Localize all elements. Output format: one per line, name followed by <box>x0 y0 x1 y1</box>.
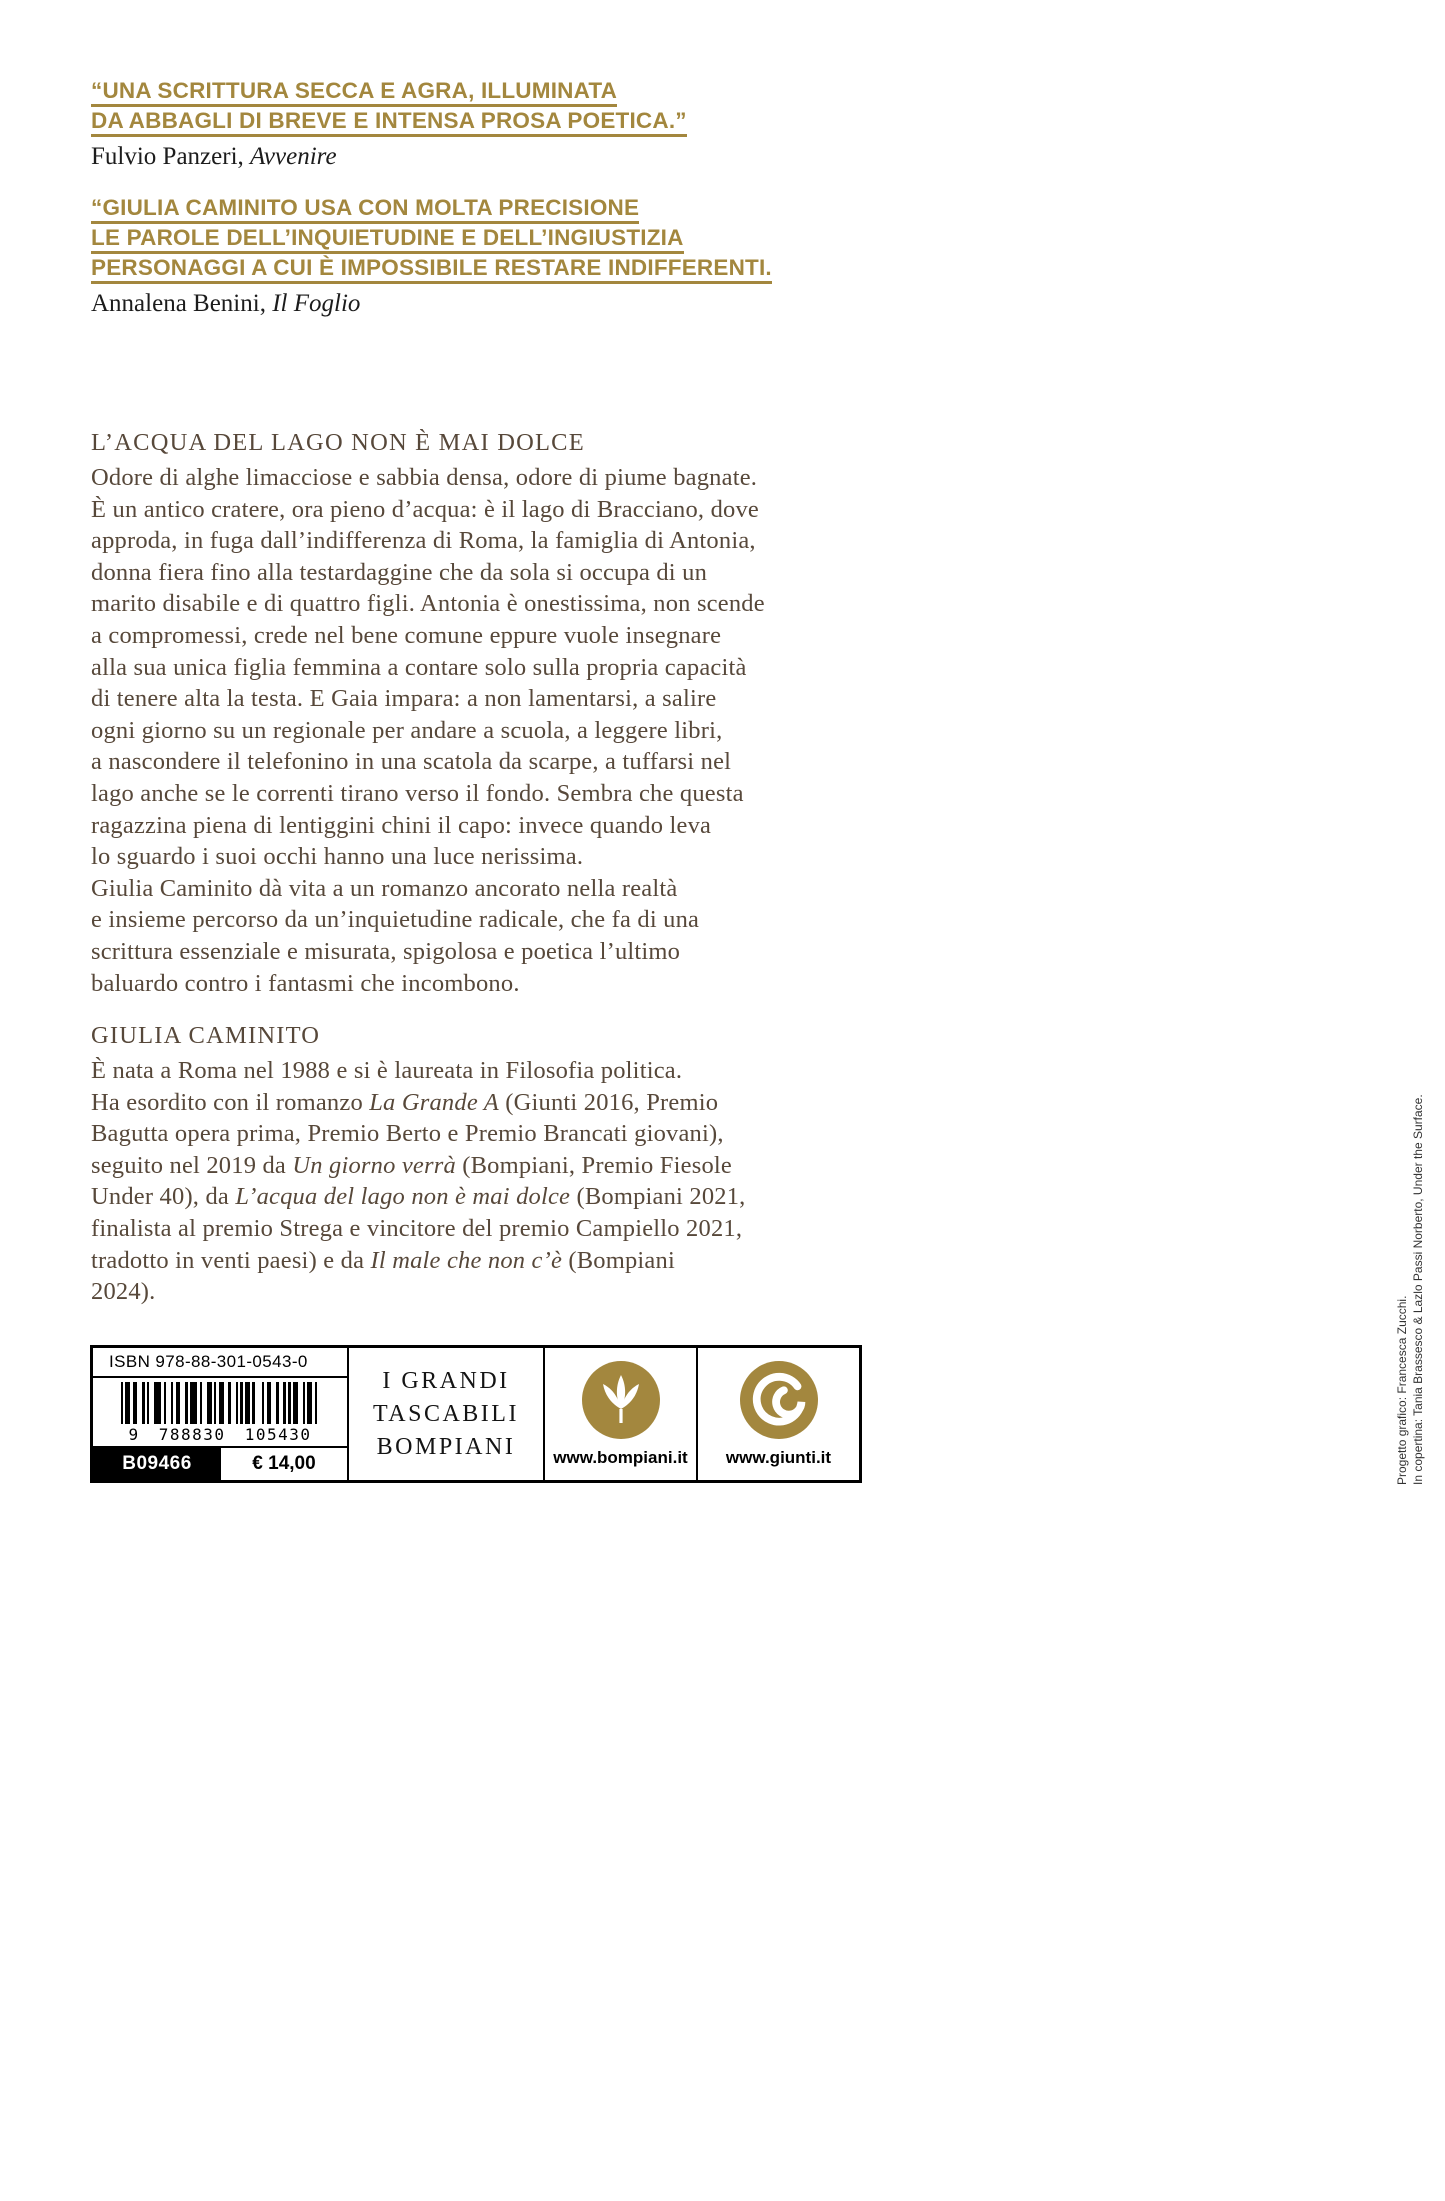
press-quote-2-text: “GIULIA CAMINITO USA CON MOLTA PRECISIONE LE PAROLE DELL’INQUIETUDINE E DELL’INGIUSTIZIA PERSONAGGI A CUI È IMPOSSIBILE RESTARE INDIFFERENTI. <box>91 197 891 284</box>
author-bio-section <box>91 1021 891 1308</box>
synopsis-section <box>91 428 891 999</box>
synopsis-text: Odore di alghe limacciose e sabbia densa, odore di piume bagnate. È un antico cratere, ora pieno d’acqua: è il lago di Bracciano, dove approda, in fuga dall’indifferenza di Roma, la famiglia di Antonia, donna fiera fino alla testardaggine che da sola si occupa di un marito disabile e di quattro figli. Antonia è onestissima, non scende a compromessi, crede nel bene comune eppure vuole insegnare alla sua unica figlia femmina a contare solo sulla propria capacità di tenere alta la testa. E Gaia impara: a non lamentarsi, a salire ogni giorno su un regionale per andare a scuola, a leggere libri, a nascondere il telefonino in una scatola da scarpe, a tuffarsi nel lago anche se le correnti tirano verso il fondo. Sembra che questa ragazzina piena di lentiggini chini il capo: invece quando leva lo sguardo i suoi occhi hanno una luce nerissima. Giulia Caminito dà vita a un romanzo ancorato nella realtà e insieme percorso da un’inquietudine radicale, che fa di una scrittura essenziale e misurata, spigolosa e poetica l’ultimo baluardo contro i fantasmi che incombono. <box>91 464 765 997</box>
author-name: GIULIA CAMINITO <box>91 1022 321 1050</box>
press-quote-1 <box>91 80 891 171</box>
cover-text-content <box>91 80 891 1308</box>
author-bio-text: È nata a Roma nel 1988 e si è laureata in Filosofia politica. Ha esordito con il romanzo La Grande A (Giunti 2016, Premio Bagutta opera prima, Premio Berto e Premio Brancati giovani), seguito nel 2019 da Un giorno verrà (Bompiani, Premio Fiesole Under 40), da L’acqua del lago non è mai dolce (Bompiani 2021, finalista al premio Strega e vincitore del premio Campiello 2021, tradotto in venti paesi) e da Il male che non c’è (Bompiani 2024). <box>91 1057 746 1306</box>
book-title: L’ACQUA DEL LAGO NON È MAI DOLCE <box>91 429 585 456</box>
giunti-cell <box>698 1348 859 1480</box>
barcode-digits: 9 788830 105430 <box>128 1425 312 1445</box>
giunti-g-icon <box>740 1361 818 1439</box>
barcode-cell <box>93 1348 349 1480</box>
press-quote-1-attribution: Fulvio Panzeri, Avvenire <box>91 143 337 170</box>
credit-cover: In copertina: Tania Brassesco & Lazlo Passi Norberto, Under the Surface. <box>1411 1094 1425 1485</box>
code-badge: B09466 <box>93 1448 221 1480</box>
press-quote-1-text: “UNA SCRITTURA SECCA E AGRA, ILLUMINATA DA ABBAGLI DI BREVE E INTENSA PROSA POETICA.” <box>91 80 891 137</box>
price-row <box>93 1446 347 1480</box>
giunti-url: www.giunti.it <box>725 1447 832 1467</box>
bompiani-cell <box>545 1348 698 1480</box>
bompiani-url: www.bompiani.it <box>553 1447 688 1467</box>
press-quote-2-attribution: Annalena Benini, Il Foglio <box>91 290 361 317</box>
imprint-label: I GRANDI TASCABILI BOMPIANI <box>349 1348 545 1480</box>
edition-credits <box>1394 1015 1426 1485</box>
price-label: € 14,00 <box>252 1453 316 1475</box>
bompiani-flower-icon <box>582 1361 660 1439</box>
credit-design: Progetto grafico: Francesca Zucchi. <box>1395 1295 1409 1485</box>
barcode-area <box>93 1378 347 1446</box>
press-quote-2 <box>91 197 891 318</box>
isbn-label: ISBN 978-88-301-0543-0 <box>93 1348 347 1378</box>
barcode-panel <box>90 1345 862 1483</box>
barcode-icon <box>121 1382 320 1424</box>
